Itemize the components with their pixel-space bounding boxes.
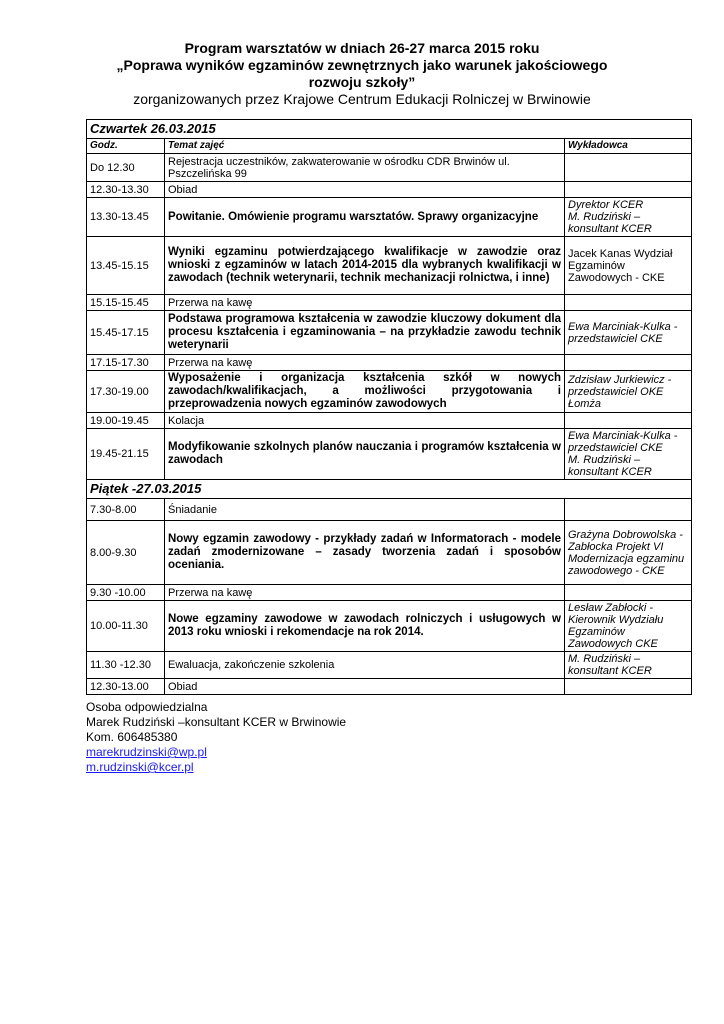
row-topic: Przerwa na kawę: [165, 585, 565, 601]
row-time: 8.00-9.30: [87, 521, 165, 585]
row-lecturer: Grażyna Dobrowolska -Zabłocka Projekt VI Modernizacja egzaminu zawodowego - CKE: [565, 521, 692, 585]
row-lecturer: [565, 499, 692, 521]
row-lecturer: M. Rudziński – konsultant KCER: [565, 652, 692, 679]
table-row: [87, 652, 692, 679]
header-line-3: rozwoju szkoły”: [308, 74, 416, 90]
row-lecturer: Ewa Marciniak-Kulka - przedstawiciel CKE: [565, 311, 692, 355]
column-header-lecturer: Wykładowca: [565, 139, 692, 154]
row-topic: Powitanie. Omówienie programu warsztatów. Sprawy organizacyjne: [165, 198, 565, 237]
row-time: 19.45-21.15: [87, 429, 165, 480]
row-lecturer: Jacek Kanas Wydział Egzaminów Zawodowych - CKE: [565, 237, 692, 295]
table-row: [87, 311, 692, 355]
row-lecturer: [565, 295, 692, 311]
contact-block: [86, 700, 346, 775]
table-row: [87, 429, 692, 480]
row-time: Do 12.30: [87, 154, 165, 182]
row-lecturer: [565, 679, 692, 695]
row-topic: Obiad: [165, 679, 565, 695]
row-time: 13.30-13.45: [87, 198, 165, 237]
row-topic: Podstawa programowa kształcenia w zawodzie kluczowy dokument dla procesu kształcenia i egzaminowania – na przykładzie zawodu technik weterynarii: [165, 311, 565, 355]
row-lecturer: [565, 154, 692, 182]
row-lecturer: Dyrektor KCER M. Rudziński – konsultant KCER: [565, 198, 692, 237]
table-row: [87, 521, 692, 585]
row-time: 15.45-17.15: [87, 311, 165, 355]
day-heading-thursday: Czwartek 26.03.2015: [87, 120, 692, 139]
row-topic: Śniadanie: [165, 499, 565, 521]
row-time: 10.00-11.30: [87, 601, 165, 652]
row-topic: Ewaluacja, zakończenie szkolenia: [165, 652, 565, 679]
table-row: [87, 182, 692, 198]
row-lecturer: [565, 355, 692, 371]
row-lecturer: [565, 182, 692, 198]
column-header-topic: Temat zajęć: [165, 139, 565, 154]
row-topic: Nowy egzamin zawodowy - przykłady zadań w Informatorach - modele zadań zmodernizowane – zasady tworzenia zadań i sposobów oceniania.: [165, 521, 565, 585]
row-topic: Wyposażenie i organizacja kształcenia szkół w nowych zawodach/kwalifikacjach, a możliwości przygotowania i przeprowadzenia nowych egzaminów zawodowych: [165, 371, 565, 413]
row-time: 9.30 -10.00: [87, 585, 165, 601]
contact-person: Marek Rudziński –konsultant KCER w Brwinowie: [86, 715, 347, 729]
row-topic: Przerwa na kawę: [165, 295, 565, 311]
schedule-table: [86, 119, 692, 695]
day-heading-friday: Piątek -27.03.2015: [87, 480, 692, 499]
row-topic: Obiad: [165, 182, 565, 198]
row-topic: Kolacja: [165, 413, 565, 429]
table-row: [87, 371, 692, 413]
contact-email-link-1[interactable]: marekrudzinski@wp.pl: [86, 745, 207, 759]
table-row: [87, 198, 692, 237]
table-row: [87, 295, 692, 311]
row-lecturer: [565, 585, 692, 601]
table-row: [87, 237, 692, 295]
column-header-time: Godz.: [87, 139, 165, 154]
row-time: 15.15-15.45: [87, 295, 165, 311]
row-topic: Przerwa na kawę: [165, 355, 565, 371]
row-topic: Wyniki egzaminu potwierdzającego kwalifikacje w zawodzie oraz wnioski z egzaminów w latach 2014-2015 dla wybranych kwalifikacji w zawodach (technik weterynarii, technik mechanizacji rolnictwa, i inne): [165, 237, 565, 295]
header-line-1: Program warsztatów w dniach 26-27 marca 2015 roku: [184, 40, 540, 56]
row-time: 11.30 -12.30: [87, 652, 165, 679]
row-time: 17.15-17.30: [87, 355, 165, 371]
table-row: [87, 499, 692, 521]
table-row: [87, 585, 692, 601]
contact-label: Osoba odpowiedzialna: [86, 700, 208, 714]
row-lecturer: Lesław Zabłocki - Kierownik Wydziału Egzaminów Zawodowych CKE: [565, 601, 692, 652]
row-time: 13.45-15.15: [87, 237, 165, 295]
table-row: [87, 154, 692, 182]
header-line-4: zorganizowanych przez Krajowe Centrum Edukacji Rolniczej w Brwinowie: [133, 91, 591, 107]
row-time: 12.30-13.00: [87, 679, 165, 695]
row-time: 12.30-13.30: [87, 182, 165, 198]
row-time: 19.00-19.45: [87, 413, 165, 429]
header-line-2: „Poprawa wyników egzaminów zewnętrznych jako warunek jakościowego: [116, 57, 608, 73]
table-row: [87, 355, 692, 371]
table-row: [87, 601, 692, 652]
row-topic: Nowe egzaminy zawodowe w zawodach rolniczych i usługowych w 2013 roku wnioski i rekomendacje na rok 2014.: [165, 601, 565, 652]
table-row: [87, 679, 692, 695]
row-time: 7.30-8.00: [87, 499, 165, 521]
document-header: [40, 40, 684, 108]
row-topic: Modyfikowanie szkolnych planów nauczania i programów kształcenia w zawodach: [165, 429, 565, 480]
row-lecturer: [565, 413, 692, 429]
row-time: 17.30-19.00: [87, 371, 165, 413]
contact-phone: Kom. 606485380: [86, 730, 178, 744]
contact-email-link-2[interactable]: m.rudzinski@kcer.pl: [86, 760, 194, 774]
table-row: [87, 413, 692, 429]
row-topic: Rejestracja uczestników, zakwaterowanie w ośrodku CDR Brwinów ul. Pszczelińska 99: [165, 154, 565, 182]
row-lecturer: Zdzisław Jurkiewicz - przedstawiciel OKE Łomża: [565, 371, 692, 413]
row-lecturer: Ewa Marciniak-Kulka - przedstawiciel CKE M. Rudziński – konsultant KCER: [565, 429, 692, 480]
